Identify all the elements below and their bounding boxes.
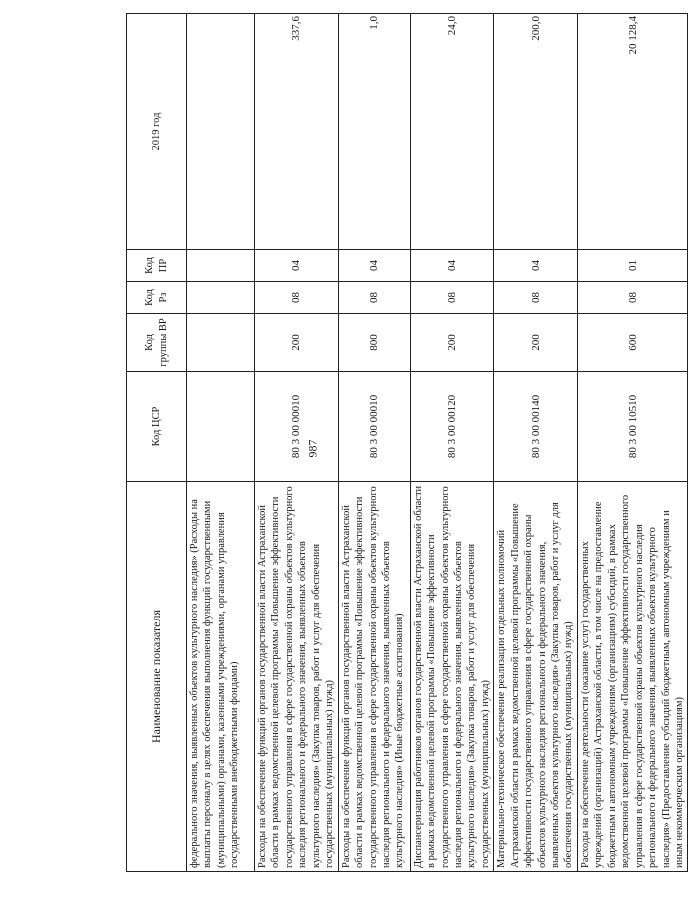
header-year: 2019 год — [127, 14, 187, 250]
cell-csr: 80 3 00 10510 — [577, 372, 688, 482]
table-row — [577, 14, 688, 872]
header-vr: Код группы ВР — [127, 314, 187, 372]
cell-pr: 04 — [494, 250, 578, 282]
cell-pr — [187, 250, 255, 282]
cell-name: Расходы на обеспечение функций органов государственной власти Астраханской области в рамках ведомственной целевой программы «Повышение эффективности государственного управления в сфере государственной охраны объектов культурного наследия регионального и федерального значения, выявленных объектов культурного наследия» (Иные бюджетные ассигнования) — [338, 482, 410, 872]
cell-rz: 08 — [338, 282, 410, 314]
cell-value: 20 128,4 — [577, 14, 688, 250]
cell-csr — [187, 372, 255, 482]
cell-pr: 04 — [255, 250, 339, 282]
cell-value: 24,0 — [410, 14, 494, 250]
table-body — [187, 14, 688, 872]
budget-table — [126, 13, 688, 872]
cell-rz: 08 — [577, 282, 688, 314]
cell-vr: 200 — [494, 314, 578, 372]
cell-vr: 600 — [577, 314, 688, 372]
header-rz: Код Рз — [127, 282, 187, 314]
cell-value: 337,6 — [255, 14, 339, 250]
cell-name: федерального значения, выявленных объектов культурного наследия» (Расходы на выплаты персоналу в целях обеспечения выполнения функций государственными (муниципальными) органами, казенными учреждениями, органами управления государственными внебюджетными фондами) — [187, 482, 255, 872]
cell-pr: 04 — [338, 250, 410, 282]
cell-csr: 80 3 00 00120 — [410, 372, 494, 482]
cell-rz: 08 — [410, 282, 494, 314]
cell-value — [187, 14, 255, 250]
header-pr: Код ПР — [127, 250, 187, 282]
table-row — [255, 14, 339, 872]
cell-csr: 80 3 00 00010 — [338, 372, 410, 482]
page-number: 987 — [305, 439, 320, 458]
table-row — [410, 14, 494, 872]
cell-rz — [187, 282, 255, 314]
rotated-table-container — [126, 14, 685, 872]
table-header-row — [127, 14, 187, 872]
cell-name: Материально-техническое обеспечение реализации отдельных полномочий Астраханской области в рамках ведомственной целевой программы «Повышение эффективности государственного управления в сфере государственной охраны объектов культурного наследия регионального и федерального значения, выявленных объектов культурного наследия» (Закупка товаров, работ и услуг для обеспечения государственных (муниципальных) нужд) — [494, 482, 578, 872]
cell-rz: 08 — [494, 282, 578, 314]
cell-pr: 01 — [577, 250, 688, 282]
cell-value: 200,0 — [494, 14, 578, 250]
cell-csr: 80 3 00 00010 — [255, 372, 339, 482]
cell-vr: 800 — [338, 314, 410, 372]
cell-csr: 80 3 00 00140 — [494, 372, 578, 482]
cell-vr: 200 — [255, 314, 339, 372]
cell-name: Расходы на обеспечение функций органов государственной власти Астраханской области в рамках ведомственной целевой программы «Повышение эффективности государственного управления в сфере государственной охраны объектов культурного наследия регионального и федерального значения, выявленных объектов культурного наследия» (Закупка товаров, работ и услуг для обеспечения государственных (муниципальных) нужд) — [255, 482, 339, 872]
cell-vr: 200 — [410, 314, 494, 372]
table-row — [494, 14, 578, 872]
cell-value: 1,0 — [338, 14, 410, 250]
header-name: Наименование показателя — [127, 482, 187, 872]
table-row — [338, 14, 410, 872]
cell-name: Расходы на обеспечение деятельности (оказание услуг) государственных учреждений (организаций) Астраханской области, в том числе на предоставление бюджетным и автономным учреждениям (организациям) субсидий, в рамках ведомственной целевой программы «Повышение эффективности государственного управления в сфере государственной охраны объектов культурного наследия регионального и федерального значения, выявленных объектов культурного наследия» (Предоставление субсидий бюджетным, автономным учреждениям и иным некоммерческим организациям) — [577, 482, 688, 872]
cell-name: Диспансеризация работников органов государственной власти Астраханской области в рамках ведомственной целевой программы «Повышение эффективности государственного управления в сфере государственной охраны объектов культурного наследия регионального и федерального значения, выявленных объектов культурного наследия» (Закупка товаров, работ и услуг для обеспечения государственных (муниципальных) нужд) — [410, 482, 494, 872]
header-csr: Код ЦСР — [127, 372, 187, 482]
cell-vr — [187, 314, 255, 372]
cell-pr: 04 — [410, 250, 494, 282]
cell-rz: 08 — [255, 282, 339, 314]
table-row — [187, 14, 255, 872]
